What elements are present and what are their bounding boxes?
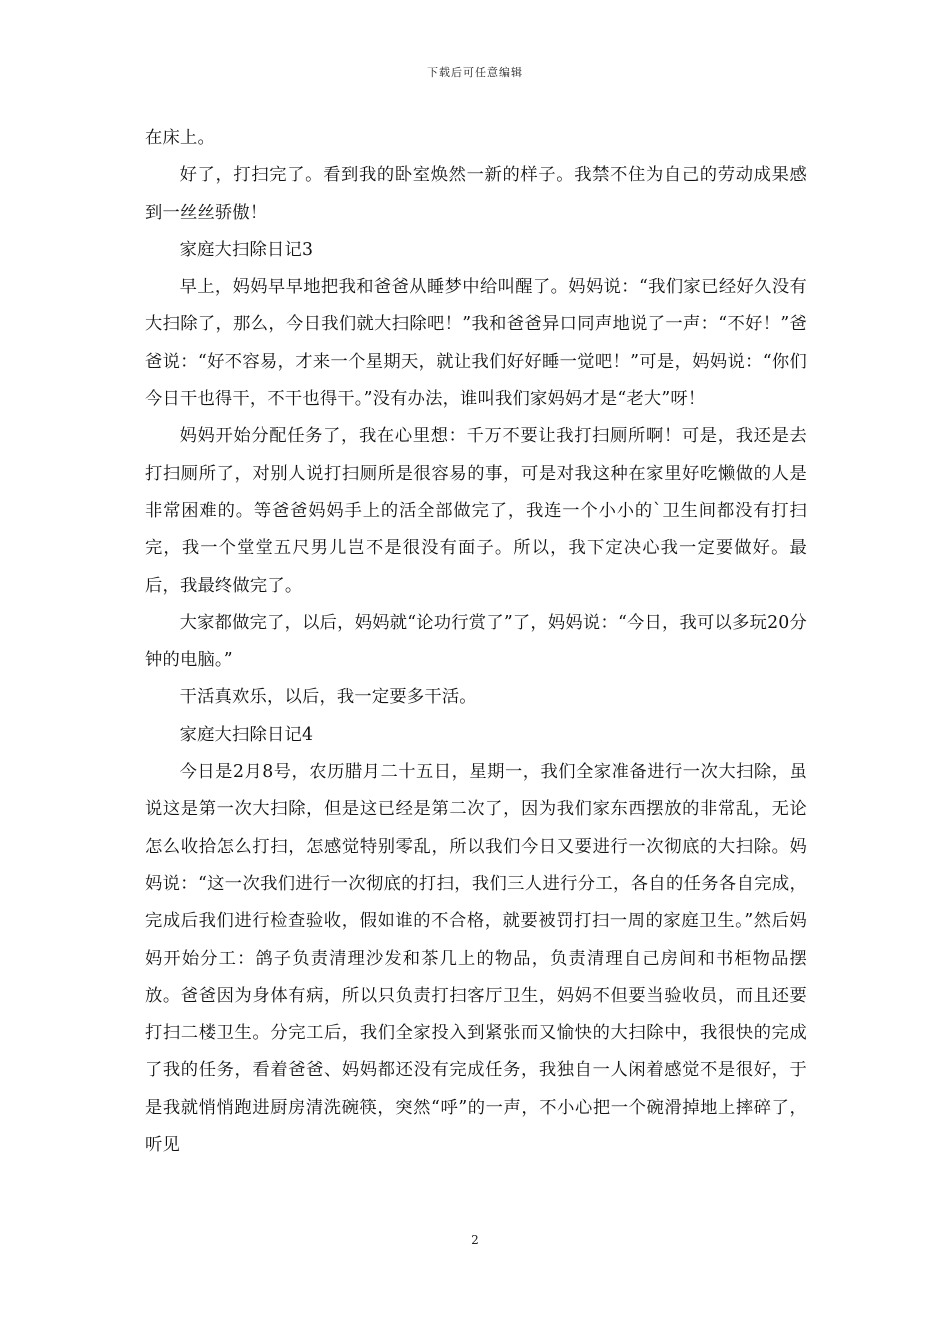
paragraph: 在床上。	[145, 128, 215, 148]
paragraph: 好了，打扫完了。看到我的卧室焕然一新的样子。我禁不住为自己的劳动成果感到一丝丝骄傲！	[145, 165, 807, 223]
paragraph: 干活真欢乐，以后，我一定要多干活。	[179, 687, 477, 708]
paragraph: 早上，妈妈早早地把我和爸爸从睡梦中给叫醒了。妈妈说：“我们家已经好久没有大扫除了，那么，今日我们就大扫除吧！”我和爸爸异口同声地说了一声：“不好！”爸爸说：“好不容易，才来一个星期天，就让我们好好睡一觉吧！”可是，妈妈说：“你们今日干也得干，不干也得干。”没有办法，谁叫我们家妈妈才是“老大”呀！	[145, 277, 807, 410]
section-heading: 家庭大扫除日记4	[179, 724, 314, 745]
section-heading: 家庭大扫除日记3	[179, 239, 314, 260]
paragraph: 今日是2月8号，农历腊月二十五日，星期一，我们全家准备进行一次大扫除，虽说这是第一次大扫除，但是这已经是第二次了，因为我们家东西摆放的非常乱，无论怎么收拾怎么打扫，怎感觉特别零乱，所以我们今日又要进行一次彻底的大扫除。妈妈说：“这一次我们进行一次彻底的打扫，我们三人进行分工，各自的任务各自完成，完成后我们进行检查验收，假如谁的不合格，就要被罚打扫一周的家庭卫生。”然后妈妈开始分工：鸽子负责清理沙发和茶几上的物品，负责清理自己房间和书柜物品摆放。爸爸因为身体有病，所以只负责打扫客厅卫生，妈妈不但要当验收员，而且还要打扫二楼卫生。分完工后，我们全家投入到紧张而又愉快的大扫除中，我很快的完成了我的任务，看着爸爸、妈妈都还没有完成任务，我独自一人闲着感觉不是很好，于是我就悄悄跑进厨房清洗碗筷，突然“呼”的一声，不小心把一个碗滑掉地上摔碎了，听见	[145, 762, 807, 1156]
page-header: 下载后可任意编辑	[427, 66, 523, 79]
paragraph: 妈妈开始分配任务了，我在心里想：千万不要让我打扫厕所啊！可是，我还是去打扫厕所了，对别人说打扫厕所是很容易的事，可是对我这种在家里好吃懒做的人是非常困难的。等爸爸妈妈手上的活全部做完了，我连一个小小的`卫生间都没有打扫完，我一个堂堂五尺男儿岂不是很没有面子。所以，我下定决心我一定要做好。最后，我最终做完了。	[145, 426, 807, 596]
page-number: 2	[471, 1233, 479, 1247]
paragraph: 大家都做完了，以后，妈妈就“论功行赏了”了，妈妈说：“今日，我可以多玩20分钟的电脑。”	[145, 612, 807, 671]
document-body	[145, 120, 807, 1164]
